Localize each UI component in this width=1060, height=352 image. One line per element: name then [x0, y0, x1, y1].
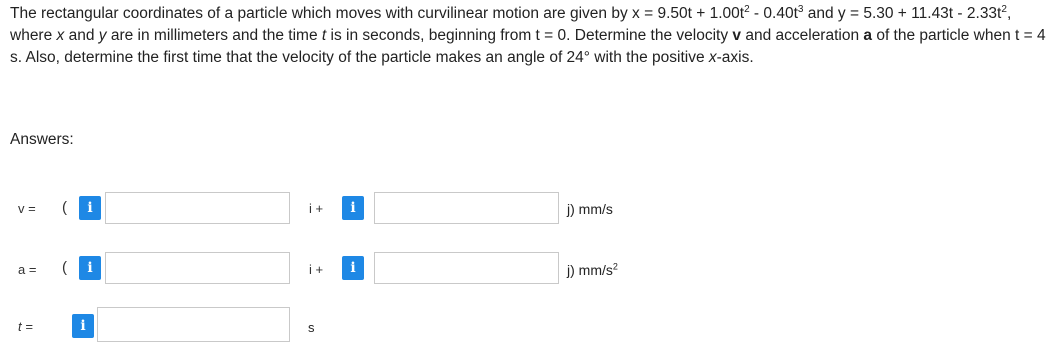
acceleration-i-info-icon[interactable]: i — [79, 256, 101, 280]
velocity-j-component-input[interactable] — [374, 192, 559, 224]
acceleration-j-info-icon[interactable]: i — [342, 256, 364, 280]
time-info-icon[interactable]: i — [72, 314, 94, 338]
velocity-answer-row — [0, 190, 1060, 226]
acceleration-answer-row — [0, 250, 1060, 286]
acceleration-i-plus: i + — [309, 262, 324, 277]
velocity-i-plus: i + — [309, 201, 324, 216]
velocity-i-info-icon[interactable]: i — [79, 196, 101, 220]
velocity-j-info-icon[interactable]: i — [342, 196, 364, 220]
acceleration-i-component-input[interactable] — [105, 252, 290, 284]
velocity-label: v = — [18, 201, 36, 216]
velocity-open-paren: ( — [62, 199, 67, 216]
velocity-unit: j) mm/s — [567, 201, 613, 217]
acceleration-j-component-input[interactable] — [374, 252, 559, 284]
acceleration-open-paren: ( — [62, 259, 67, 276]
time-label: t = — [18, 319, 33, 334]
time-answer-row — [0, 306, 1060, 342]
acceleration-label: a = — [18, 262, 37, 277]
problem-statement: The rectangular coordinates of a particle which moves with curvilinear motion are given by $x = 9.50t + 1.00t^2 - 0.40t^3$ and $y = 5.30 + 11.43t - 2.33t^2$, where x and y are in millimeters and the time t is in seconds, beginning from t = 0. Determine the velocity v and acceleration a of the particle when t = 4 s. Also, determine the first time that the velocity of the particle makes an angle of 24° with the positive x-axis. — [10, 3, 1046, 66]
time-unit: s — [308, 320, 315, 335]
acceleration-unit-exponent: 2 — [612, 261, 618, 272]
velocity-i-component-input[interactable] — [105, 192, 290, 224]
time-input[interactable] — [97, 307, 290, 342]
answers-label: Answers: — [10, 131, 74, 148]
acceleration-unit: j) $mm/s^2$ — [567, 261, 618, 278]
